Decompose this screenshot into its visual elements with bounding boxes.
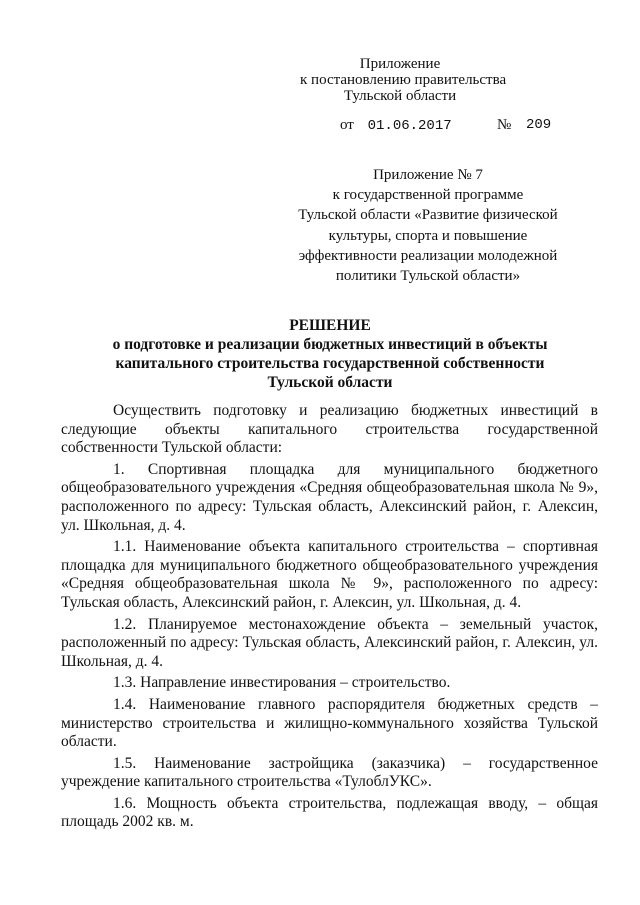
body-paragraph: 1.1. Наименование объекта капитального строительства – спортивная площадка для муниципального бюджетного общеобразовательного учреждения «Средняя общеобразовательная школа № 9», расположенного по адресу: Тульская область, Алексинский район, г. Алексин, ул. Школьная, д. 4. bbox=[61, 538, 598, 611]
decision-title: РЕШЕНИЕ bbox=[289, 317, 371, 334]
annex-7-line: Тульской области «Развитие физической bbox=[298, 207, 558, 224]
document-number: 209 bbox=[526, 117, 552, 133]
annex-7-line: политики Тульской области» bbox=[335, 268, 521, 285]
annex-7-line: Приложение № 7 bbox=[373, 167, 483, 183]
body-paragraph: 1.2. Планируемое местонахождение объекта – земельный участок, расположенный по адресу: Тульская область, Алексинский район, г. Алексин, ул. Школьная, д. 4. bbox=[61, 615, 598, 670]
document-date: 01.06.2017 bbox=[367, 118, 452, 134]
body-paragraph: 1. Спортивная площадка для муниципального бюджетного общеобразовательного учреждения «Средняя общеобразовательная школа № 9», расположенного по адресу: Тульская область, Алексинский район, г. Алексин, ул. Школьная, д. 4. bbox=[61, 460, 598, 534]
annex-7-line: к государственной программе bbox=[332, 187, 524, 204]
annex-7-line: эффективности реализации молодежной bbox=[298, 247, 558, 264]
annex-7-line: культуры, спорта и повышение bbox=[328, 227, 528, 244]
decision-subtitle: Тульской области bbox=[267, 374, 393, 391]
decision-title-block bbox=[60, 316, 600, 392]
body-paragraph: 1.3. Направление инвестирования – строительство. bbox=[113, 674, 451, 692]
decision-subtitle: о подготовке и реализации бюджетных инвестиций в объекты bbox=[112, 336, 548, 353]
annex-header-line: к постановлению правительства bbox=[300, 72, 507, 88]
annex-header bbox=[300, 56, 507, 104]
annex-header-line: Тульской области bbox=[343, 88, 457, 104]
body-paragraph: 1.4. Наименование главного распорядителя бюджетных средств – министерство строительства и жилищно-коммунального хозяйства Тульской области. bbox=[61, 695, 598, 751]
date-prefix: от bbox=[340, 117, 354, 133]
document-reference bbox=[340, 117, 552, 134]
number-sign: № bbox=[497, 117, 512, 133]
body-paragraph: Осуществить подготовку и реализацию бюджетных инвестиций в следующие объекты капитального строительства государственной собственности Тульской области: bbox=[61, 402, 598, 457]
decision-subtitle: капитального строительства государственной собственности bbox=[115, 355, 545, 372]
body-paragraph: 1.5. Наименование застройщика (заказчика) – государственное учреждение капитального строительства «ТулоблУКС». bbox=[61, 754, 598, 791]
annex-header-line: Приложение bbox=[359, 56, 441, 72]
annex-7-header bbox=[278, 165, 578, 286]
document-body bbox=[61, 402, 598, 835]
body-paragraph: 1.6. Мощность объекта строительства, подлежащая вводу, – общая площадь 2002 кв. м. bbox=[61, 794, 598, 831]
